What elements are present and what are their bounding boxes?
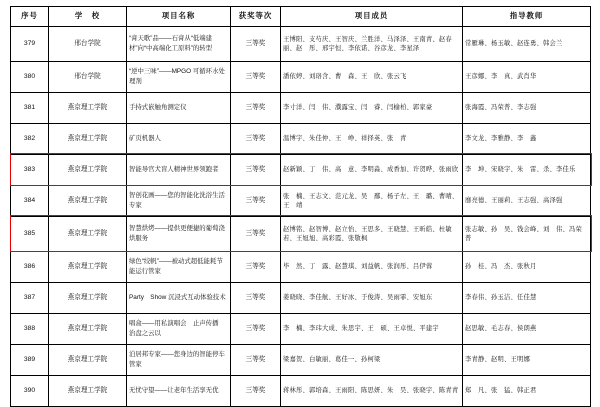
cell-school: 邢台学院 xyxy=(49,61,127,92)
table-body xyxy=(11,26,591,406)
table-row-highlighted xyxy=(11,216,591,251)
table-row xyxy=(11,375,591,406)
cell-award: 三等奖 xyxy=(231,344,281,375)
cell-no: 384 xyxy=(11,185,49,216)
cell-teachers: 李文龙、李雅静、李 鑫 xyxy=(463,123,591,154)
table-row xyxy=(11,344,591,375)
cell-members: 潘依婷、刘珞含、曹 森、王 欣、张云飞 xyxy=(281,61,463,92)
table-row xyxy=(11,92,591,123)
cell-award: 三等奖 xyxy=(231,375,281,406)
cell-members: 李 楠、李玮大成、朱思宇、王 硕、王卓悦、平建宇 xyxy=(281,313,463,344)
cell-project: 无忧守望——让老年生活享无优 xyxy=(127,375,231,406)
cell-project: 手持式嵌触角测定仪 xyxy=(127,92,231,123)
column-header-no: 序号 xyxy=(11,7,49,27)
cell-no: 383 xyxy=(11,154,49,185)
table-row xyxy=(11,123,591,154)
cell-teachers: 李青静、赵明、王明娜 xyxy=(463,344,591,375)
cell-teachers: 靡亮德、王丽莉、王志强、高泽强 xyxy=(463,185,591,216)
cell-award: 三等奖 xyxy=(231,92,281,123)
cell-award: 三等奖 xyxy=(231,154,281,185)
cell-award: 三等奖 xyxy=(231,185,281,216)
cell-teachers: 张志敏、孙 吴、钱会峰、刘 伟、冯荣普 xyxy=(463,216,591,251)
table-row xyxy=(11,61,591,92)
cell-project: Party Show 沉浸式互动体验技术 xyxy=(127,282,231,313)
cell-project: 智慧烘烤——提供更便捷的葡萄浇烘服务 xyxy=(127,216,231,251)
cell-teachers: 常雁琳、杨玉敏、赵连勇、韩会兰 xyxy=(463,26,591,61)
cell-members: 梁嘉贺、白敏丽、葛佳一、孙柯梁 xyxy=(281,344,463,375)
cell-no: 390 xyxy=(11,375,49,406)
cell-no: 380 xyxy=(11,61,49,92)
cell-school: 燕京理工学院 xyxy=(49,185,127,216)
column-header-teachers: 指导教师 xyxy=(463,7,591,27)
cell-school: 邢台学院 xyxy=(49,26,127,61)
cell-project: 唱盒——用私演唱会 止声传播 治盘之云以 xyxy=(127,313,231,344)
cell-no: 387 xyxy=(11,282,49,313)
cell-award: 三等奖 xyxy=(231,313,281,344)
cell-members: 赵新颖、丁 伟、高 意、李明淼、成香加、许贺晔、张雨欣 xyxy=(281,154,463,185)
column-header-award: 获奖等次 xyxy=(231,7,281,27)
table-header-row xyxy=(11,7,591,27)
cell-school: 燕京理工学院 xyxy=(49,344,127,375)
cell-project: 智能导官犬盲人精神世界领跑者 xyxy=(127,154,231,185)
cell-members: 王博阳、支芍庆、王智庆、兰胜洋、马泽泽、王南青、赵春丽、赵 彤、邢宇恒、李依诺、谷彦龙、李星泽 xyxy=(281,26,463,61)
cell-award: 三等奖 xyxy=(231,61,281,92)
cell-project: 矿页机器人 xyxy=(127,123,231,154)
cell-school: 燕京理工学院 xyxy=(49,313,127,344)
cell-teachers: 赵思敏、毛志春、侯朗燕 xyxy=(463,313,591,344)
cell-award: 三等奖 xyxy=(231,26,281,61)
cell-members: 张 楠、王志文、范元龙、吴 鄢、杨子左、王 璐、曹晴、王 靖 xyxy=(281,185,463,216)
cell-school: 燕京理工学院 xyxy=(49,375,127,406)
cell-school: 燕京理工学院 xyxy=(49,251,127,282)
cell-members: 温博宇、朱佳仲、王 峥、祥择英、张 青 xyxy=(281,123,463,154)
cell-school: 燕京理工学院 xyxy=(49,154,127,185)
cell-no: 389 xyxy=(11,344,49,375)
cell-school: 燕京理工学院 xyxy=(49,282,127,313)
cell-members: 姜晓晓、李佳航、王好冰、于俊涛、吴雨霏、安旭东 xyxy=(281,282,463,313)
cell-members: 赵博铭、赵智博、赵立怡、王思多、王晓慧、王昕皓、杜敏若、王旭旭、高彩霞、张敬枫 xyxy=(281,216,463,251)
cell-no: 386 xyxy=(11,251,49,282)
table-row xyxy=(11,313,591,344)
cell-teachers: 李春伟、孙玉洁、任佳慧 xyxy=(463,282,591,313)
cell-school: 燕京理工学院 xyxy=(49,216,127,251)
cell-teachers: 李 坤、宋晓宇、朱 雷、杀、李佳乐 xyxy=(463,154,591,185)
cell-project: “膏天歌”品——石膏从“低端建材”向“中高端化工原料”的转型 xyxy=(127,26,231,61)
cell-no: 379 xyxy=(11,26,49,61)
table-row xyxy=(11,185,591,216)
cell-no: 381 xyxy=(11,92,49,123)
cell-project: “逆中三味”——MPGO 可循环水处理剂 xyxy=(127,61,231,92)
table-row xyxy=(11,26,591,61)
table-row xyxy=(11,282,591,313)
award-results-table xyxy=(10,6,591,407)
cell-award: 三等奖 xyxy=(231,216,281,251)
cell-project: 绿色“绞帆”——被动式超低能耗节能运行管家 xyxy=(127,251,231,282)
cell-teachers: 孙 桂、冯 杰、张秋月 xyxy=(463,251,591,282)
cell-members: 李寸洋、闫 伟、濮露宝、闫 睿、闫榆柏、郭家豪 xyxy=(281,92,463,123)
cell-project: 智创花画——您的智能化洗浴生活专家 xyxy=(127,185,231,216)
cell-no: 388 xyxy=(11,313,49,344)
column-header-project: 项目名称 xyxy=(127,7,231,27)
cell-teachers: 王彦娜、李 真、武肖华 xyxy=(463,61,591,92)
cell-award: 三等奖 xyxy=(231,123,281,154)
column-header-school: 学 校 xyxy=(49,7,127,27)
cell-school: 燕京理工学院 xyxy=(49,92,127,123)
cell-project: 泊居邦专家——您身边的智能停车管家 xyxy=(127,344,231,375)
cell-members: 蒋林彤、郭培森、王雨阳、陈思妍、朱 昊、张晓宇、陈青青 xyxy=(281,375,463,406)
cell-teachers: 郑 凡、张 猛、韩正君 xyxy=(463,375,591,406)
column-header-members: 项目成员 xyxy=(281,7,463,27)
cell-members: 毕 然、丁 露、赵慧琪、刘益帆、张润彤、吕伊蓉 xyxy=(281,251,463,282)
cell-teachers: 张海霞、冯荣普、李志强 xyxy=(463,92,591,123)
cell-no: 382 xyxy=(11,123,49,154)
cell-award: 三等奖 xyxy=(231,282,281,313)
table-row xyxy=(11,251,591,282)
cell-award: 三等奖 xyxy=(231,251,281,282)
cell-no: 385 xyxy=(11,216,49,251)
table-row-highlighted xyxy=(11,154,591,185)
cell-school: 燕京理工学院 xyxy=(49,123,127,154)
